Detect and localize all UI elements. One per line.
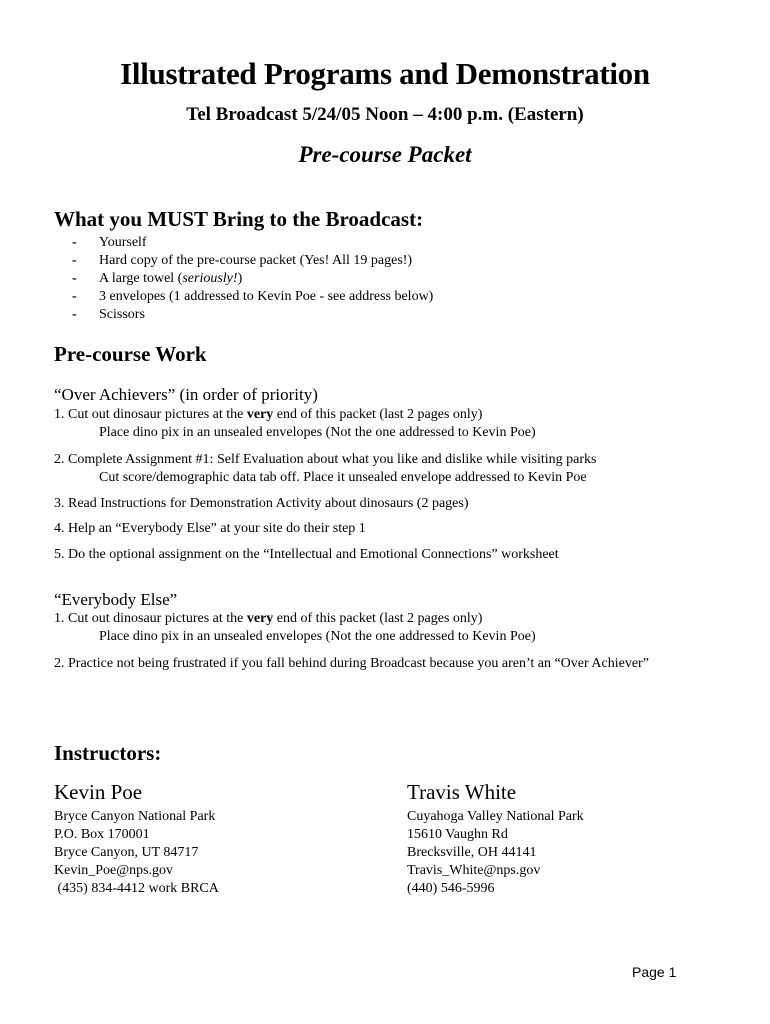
step-text: 1. Cut out dinosaur pictures at the	[54, 407, 247, 422]
page-number: Page 1	[632, 964, 677, 980]
instructor-phone: (440) 546-5996	[407, 881, 495, 896]
list-item-text: Yourself	[99, 235, 147, 250]
list-item-text: Hard copy of the pre-course packet (Yes! All 19 pages!)	[99, 253, 413, 268]
over-step-4: 4. Help an “Everybody Else” at your site do their step 1	[54, 521, 366, 536]
bullet-dash: -	[72, 289, 77, 304]
over-step-3: 3. Read Instructions for Demonstration Activity about dinosaurs (2 pages)	[54, 496, 469, 511]
instructor-card-kevin	[54, 780, 219, 898]
bullet-dash: -	[72, 271, 77, 286]
list-item-text-part: )	[237, 271, 243, 286]
over-step-2: 2. Complete Assignment #1: Self Evaluation about what you like and dislike while visiting parks	[54, 452, 597, 467]
instructor-email: Kevin_Poe@nps.gov	[54, 863, 174, 878]
else-step-2: 2. Practice not being frustrated if you fall behind during Broadcast because you aren’t an “Over Achiever”	[54, 656, 649, 671]
step-text: end of this packet (last 2 pages only)	[273, 611, 483, 626]
instructor-park: Cuyahoga Valley National Park	[407, 809, 584, 824]
instructor-name: Travis White	[407, 780, 517, 804]
list-item-text-part: A large towel (	[99, 271, 183, 286]
over-step-5: 5. Do the optional assignment on the “Intellectual and Emotional Connections” worksheet	[54, 547, 559, 562]
instructor-park: Bryce Canyon National Park	[54, 809, 216, 824]
packet-title: Pre-course Packet	[298, 142, 472, 167]
work-heading: Pre-course Work	[54, 342, 207, 366]
broadcast-info: Tel Broadcast 5/24/05 Noon – 4:00 p.m. (Eastern)	[186, 104, 584, 125]
else-step-1	[54, 610, 482, 628]
over-step-2-detail: Cut score/demographic data tab off. Place it unsealed envelope addressed to Kevin Poe	[99, 470, 587, 485]
over-step-1	[54, 406, 482, 424]
instructors-heading: Instructors:	[54, 741, 162, 765]
emphasis-text: very	[246, 407, 274, 422]
instructor-email: Travis_White@nps.gov	[407, 863, 541, 878]
bullet-dash: -	[72, 235, 77, 250]
instructor-address: 15610 Vaughn Rd	[407, 827, 508, 842]
list-item-text: Scissors	[99, 307, 145, 322]
instructor-address: P.O. Box 170001	[54, 827, 150, 842]
list-item-text	[99, 270, 242, 288]
instructor-city: Bryce Canyon, UT 84717	[54, 845, 199, 860]
instructor-city: Brecksville, OH 44141	[407, 845, 537, 860]
instructor-name: Kevin Poe	[54, 780, 143, 804]
bullet-dash: -	[72, 307, 77, 322]
instructor-phone: (435) 834-4412 work BRCA	[54, 881, 219, 896]
step-text: 1. Cut out dinosaur pictures at the	[54, 611, 247, 626]
over-achievers-label: “Over Achievers” (in order of priority)	[54, 385, 318, 404]
list-item-text: 3 envelopes (1 addressed to Kevin Poe - see address below)	[99, 289, 434, 304]
everybody-else-label: “Everybody Else”	[54, 590, 178, 609]
step-text: end of this packet (last 2 pages only)	[273, 407, 483, 422]
document-title: Illustrated Programs and Demonstration	[120, 56, 650, 91]
over-step-1-detail: Place dino pix in an unsealed envelopes (Not the one addressed to Kevin Poe)	[99, 425, 536, 440]
emphasis-text: very	[246, 611, 274, 626]
bullet-dash: -	[72, 253, 77, 268]
else-step-1-detail: Place dino pix in an unsealed envelopes (Not the one addressed to Kevin Poe)	[99, 629, 536, 644]
bring-heading: What you MUST Bring to the Broadcast:	[54, 207, 424, 231]
instructor-card-travis	[407, 780, 584, 898]
emphasis-text: seriously!	[182, 271, 238, 286]
